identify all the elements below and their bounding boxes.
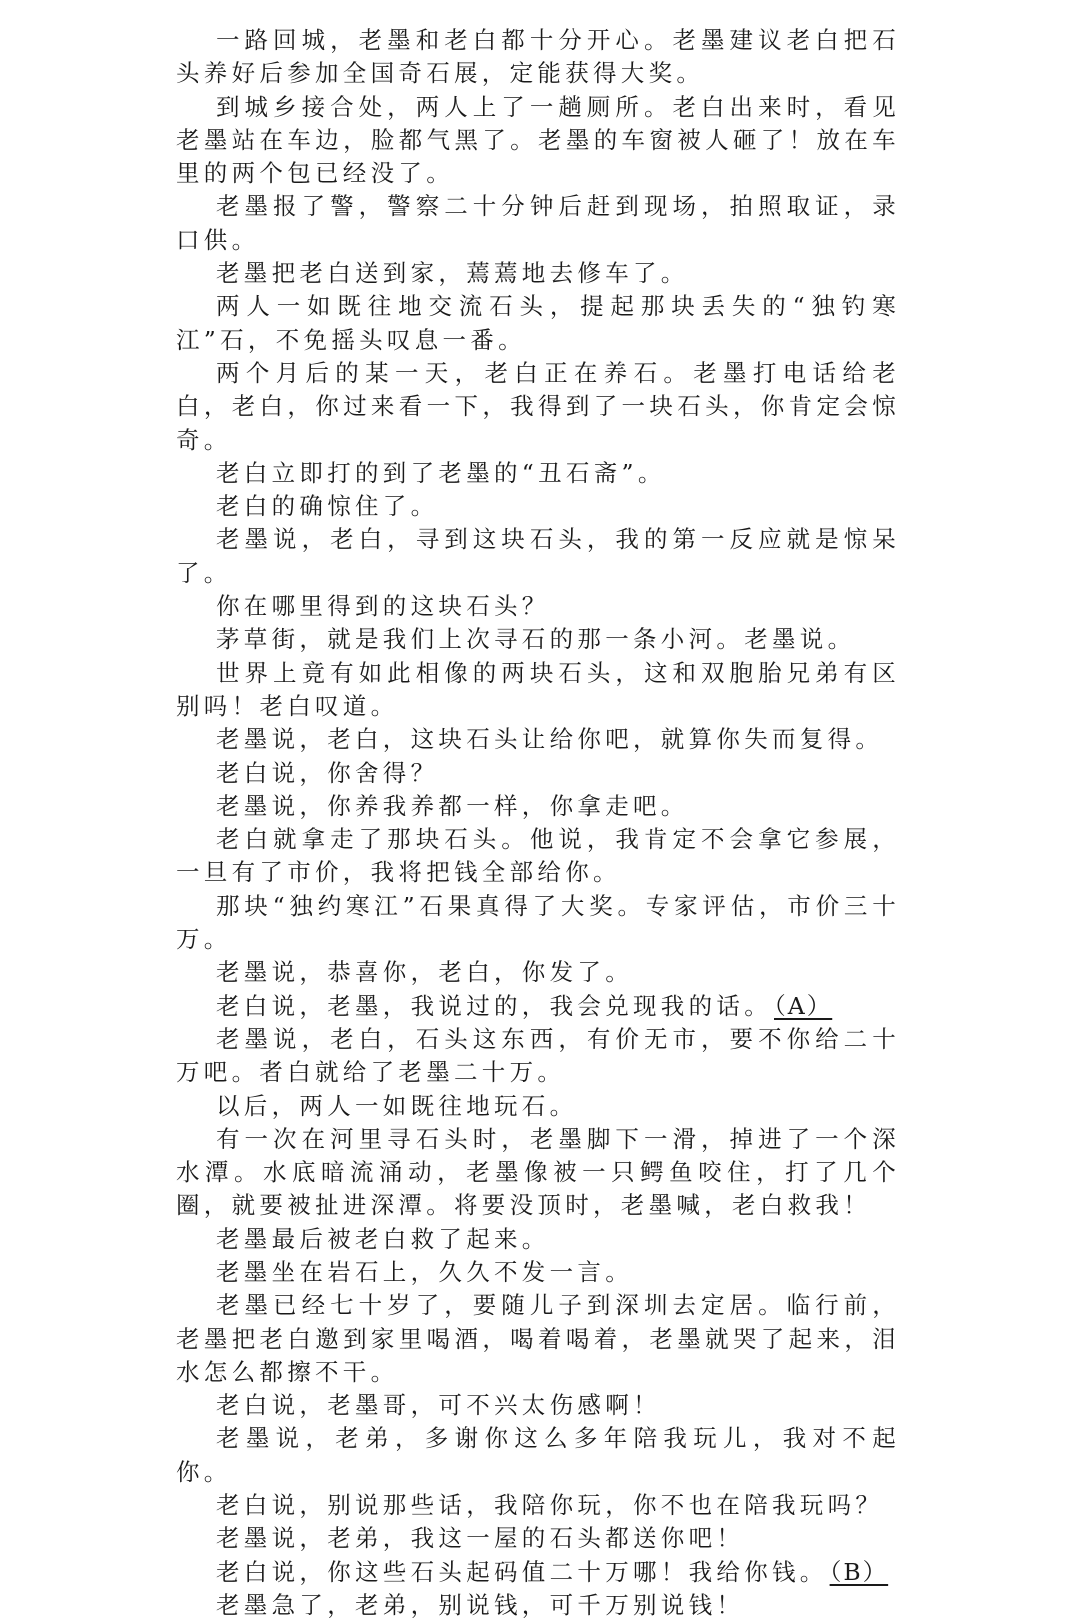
paragraph-text: 老白立即打的到了老墨的“丑石斋”。 [216, 458, 666, 487]
paragraph [176, 1223, 900, 1256]
paragraph-text: 两人一如既往地交流石头，提起那块丢失的“独钓寒江”石，不免摇头叹息一番。 [176, 292, 900, 354]
fill-in-blank-a: （A） [774, 991, 833, 1020]
paragraph-text: 茅草街，就是我们上次寻石的那一条小河。老墨说。 [216, 625, 856, 654]
paragraph [176, 1589, 900, 1622]
paragraph [176, 657, 900, 724]
paragraph-text: 以后，两人一如既往地玩石。 [216, 1091, 578, 1120]
paragraph-text: 老墨最后被老白救了起来。 [216, 1224, 550, 1253]
paragraph [176, 757, 900, 790]
paragraph-text: 老白就拿走了那块石头。他说，我肯定不会拿它参展，一旦有了市价，我将把钱全部给你。 [176, 825, 900, 887]
paragraph [176, 1123, 900, 1223]
paragraph-text: 两个月后的某一天，老白正在养石。老墨打电话给老白，老白，你过来看一下，我得到了一块石头，你肯定会惊奇。 [176, 358, 900, 454]
paragraph [176, 523, 900, 590]
paragraph [176, 956, 900, 989]
paragraph [176, 590, 900, 623]
paragraph-text: 老墨说，你养我养都一样，你拿走吧。 [216, 791, 689, 820]
paragraph [176, 823, 900, 890]
paragraph [176, 190, 900, 257]
paragraph-text: 老墨说，老弟，多谢你这么多年陪我玩儿，我对不起你。 [176, 1424, 900, 1486]
paragraph [176, 457, 900, 490]
paragraph-text: 老墨把老白送到家，蔫蔫地去修车了。 [216, 259, 689, 288]
paragraph-text: 老墨说，老白，石头这东西，有价无市，要不你给二十万吧。者白就给了老墨二十万。 [176, 1024, 900, 1087]
paragraph [176, 1389, 900, 1422]
paragraph-text: 老墨说，老白，这块石头让给你吧，就算你失而复得。 [216, 725, 884, 754]
paragraph [176, 257, 900, 290]
paragraph-text: 老白说，你这些石头起码值二十万哪！我给你钱。 [216, 1557, 828, 1586]
paragraph [176, 1556, 900, 1589]
fill-in-blank-b: （B） [829, 1557, 889, 1586]
paragraph-text: 那块“独约寒江”石果真得了大奖。专家评估，市价三十万。 [176, 891, 900, 954]
paragraph-text: 老墨说，老白，寻到这块石头，我的第一反应就是惊呆了。 [176, 525, 900, 587]
paragraph-text: 有一次在河里寻石头时，老墨脚下一滑，掉进了一个深水潭。水底暗流涌动，老墨像被一只鳄鱼咬住，打了几个圈，就要被扯进深潭。将要没顶时，老墨喊，老白救我！ [176, 1124, 900, 1220]
paragraph [176, 1289, 900, 1389]
story-text [176, 24, 900, 1622]
paragraph [176, 1023, 900, 1090]
paragraph-text: 老白的确惊住了。 [216, 492, 439, 521]
paragraph-text: 老墨报了警，警察二十分钟后赶到现场，拍照取证，录口供。 [176, 192, 900, 254]
paragraph-text: 一路回城，老墨和老白都十分开心。老墨建议老白把石头养好后参加全国奇石展，定能获得大奖。 [176, 26, 900, 88]
paragraph [176, 1422, 900, 1489]
paragraph [176, 1256, 900, 1289]
paragraph [176, 290, 900, 357]
paragraph-text: 老白说，你舍得？ [216, 758, 439, 787]
paragraph-text: 老白说，老墨，我说过的，我会兑现我的话。 [216, 991, 772, 1020]
paragraph [176, 24, 900, 91]
paragraph [176, 91, 900, 191]
paragraph-text: 老墨说，老弟，我这一屋的石头都送你吧！ [216, 1524, 745, 1553]
paragraph-text: 老白说，别说那些话，我陪你玩，你不也在陪我玩吗？ [216, 1491, 884, 1520]
paragraph [176, 490, 900, 523]
paragraph-text: 世界上竟有如此相像的两块石头，这和双胞胎兄弟有区别吗！老白叹道。 [176, 658, 900, 720]
paragraph-text: 老墨已经七十岁了，要随儿子到深圳去定居。临行前，老墨把老白邀到家里喝酒，喝着喝着，老墨就哭了起来，泪水怎么都擦不干。 [176, 1291, 900, 1386]
paragraph-text: 老墨急了，老弟，别说钱，可千万别说钱！ [216, 1590, 745, 1619]
paragraph [176, 357, 900, 457]
paragraph-text: 到城乡接合处，两人上了一趟厕所。老白出来时，看见老墨站在车边，脸都气黑了。老墨的车窗被人砸了！放在车里的两个包已经没了。 [176, 92, 900, 188]
paragraph [176, 790, 900, 823]
paragraph-text: 你在哪里得到的这块石头？ [216, 592, 550, 621]
paragraph [176, 723, 900, 756]
paragraph [176, 623, 900, 656]
paragraph-text: 老墨坐在岩石上，久久不发一言。 [216, 1257, 633, 1286]
paragraph [176, 990, 900, 1023]
paragraph-text: 老墨说，恭喜你，老白，你发了。 [216, 958, 633, 987]
paragraph [176, 1090, 900, 1123]
paragraph [176, 1522, 900, 1555]
paragraph [176, 1489, 900, 1522]
paragraph-text: 老白说，老墨哥，可不兴太伤感啊！ [216, 1391, 661, 1420]
paragraph [176, 890, 900, 957]
